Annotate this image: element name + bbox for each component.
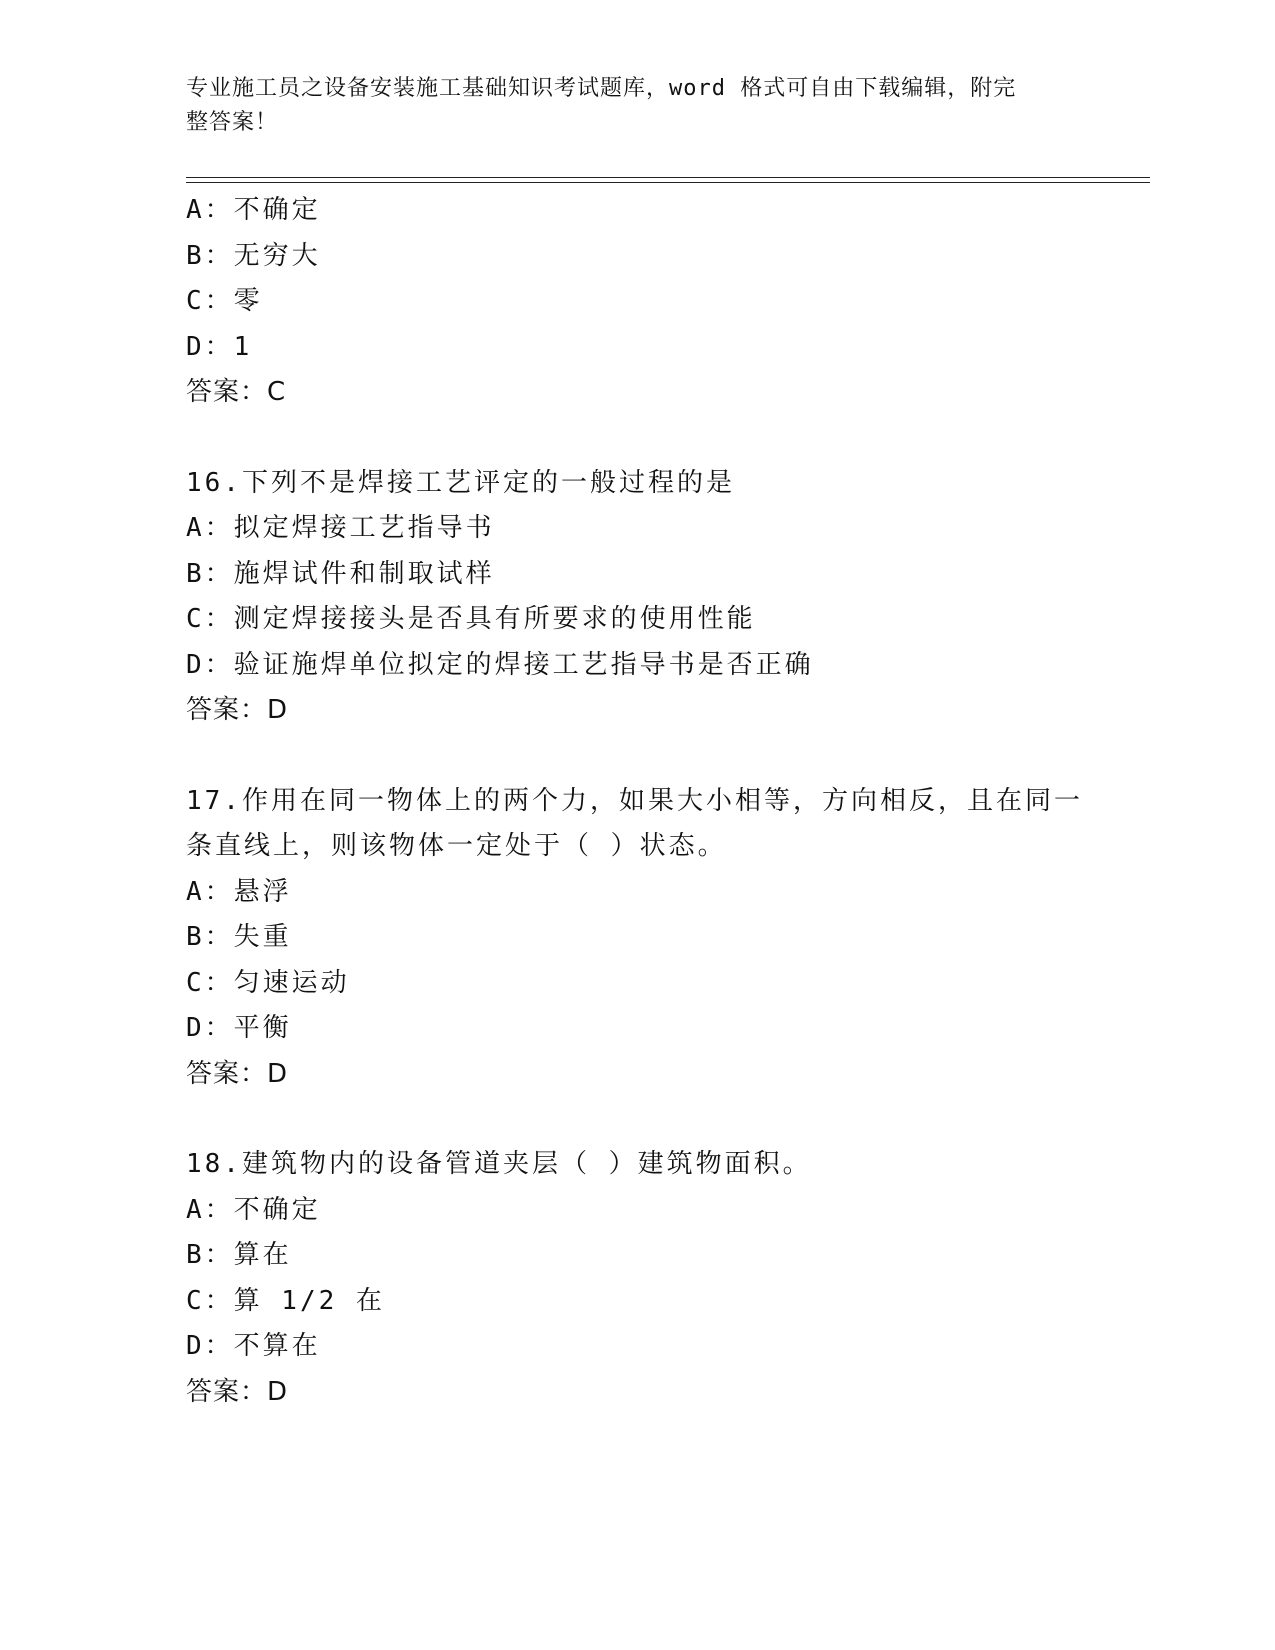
document-header	[186, 72, 1066, 140]
question-stem-line-2: 条直线上，则该物体一定处于（ ）状态。	[186, 831, 727, 861]
option-d: D：验证施焊单位拟定的焊接工艺指导书是否正确	[186, 649, 814, 680]
spacer	[186, 1097, 1146, 1142]
option-a: A：悬浮	[186, 876, 292, 907]
header-divider-top	[186, 177, 1150, 178]
question-18	[186, 1142, 1146, 1415]
option-c: C：算 1/2 在	[186, 1285, 385, 1316]
option-d: D：不算在	[186, 1331, 321, 1361]
header-line-1: 专业施工员之设备安装施工基础知识考试题库，word 格式可自由下载编辑，附完	[186, 76, 1017, 101]
spacer	[186, 416, 1146, 461]
question-list	[186, 188, 1146, 1415]
option-b: B：无穷大	[186, 240, 321, 271]
option-b: B：失重	[186, 922, 292, 952]
answer-label: 答案：D	[186, 1058, 289, 1089]
answer-label: 答案：C	[186, 377, 287, 407]
option-b: B：施焊试件和制取试样	[186, 558, 495, 589]
option-b: B：算在	[186, 1240, 292, 1270]
question-stem: 18.建筑物内的设备管道夹层（ ）建筑物面积。	[186, 1149, 812, 1179]
option-a: A：拟定焊接工艺指导书	[186, 513, 495, 543]
spacer	[186, 734, 1146, 779]
option-a: A：不确定	[186, 195, 321, 225]
option-c: C：匀速运动	[186, 967, 350, 998]
answer-label: 答案：D	[186, 695, 289, 725]
option-c: C：零	[186, 286, 263, 316]
question-stem-line-1: 17.作用在同一物体上的两个力，如果大小相等，方向相反，且在同一	[186, 785, 1083, 816]
question-16	[186, 461, 1146, 734]
header-line-2: 整答案！	[186, 110, 279, 135]
question-stem: 16.下列不是焊接工艺评定的一般过程的是	[186, 467, 735, 498]
option-d: D：1	[186, 331, 253, 362]
question-17	[186, 779, 1146, 1098]
question-15	[186, 188, 1146, 416]
answer-label: 答案：D	[186, 1376, 289, 1407]
option-a: A：不确定	[186, 1194, 321, 1225]
option-d: D：平衡	[186, 1013, 292, 1043]
option-c: C：测定焊接接头是否具有所要求的使用性能	[186, 604, 756, 634]
header-divider-bottom	[186, 182, 1150, 183]
